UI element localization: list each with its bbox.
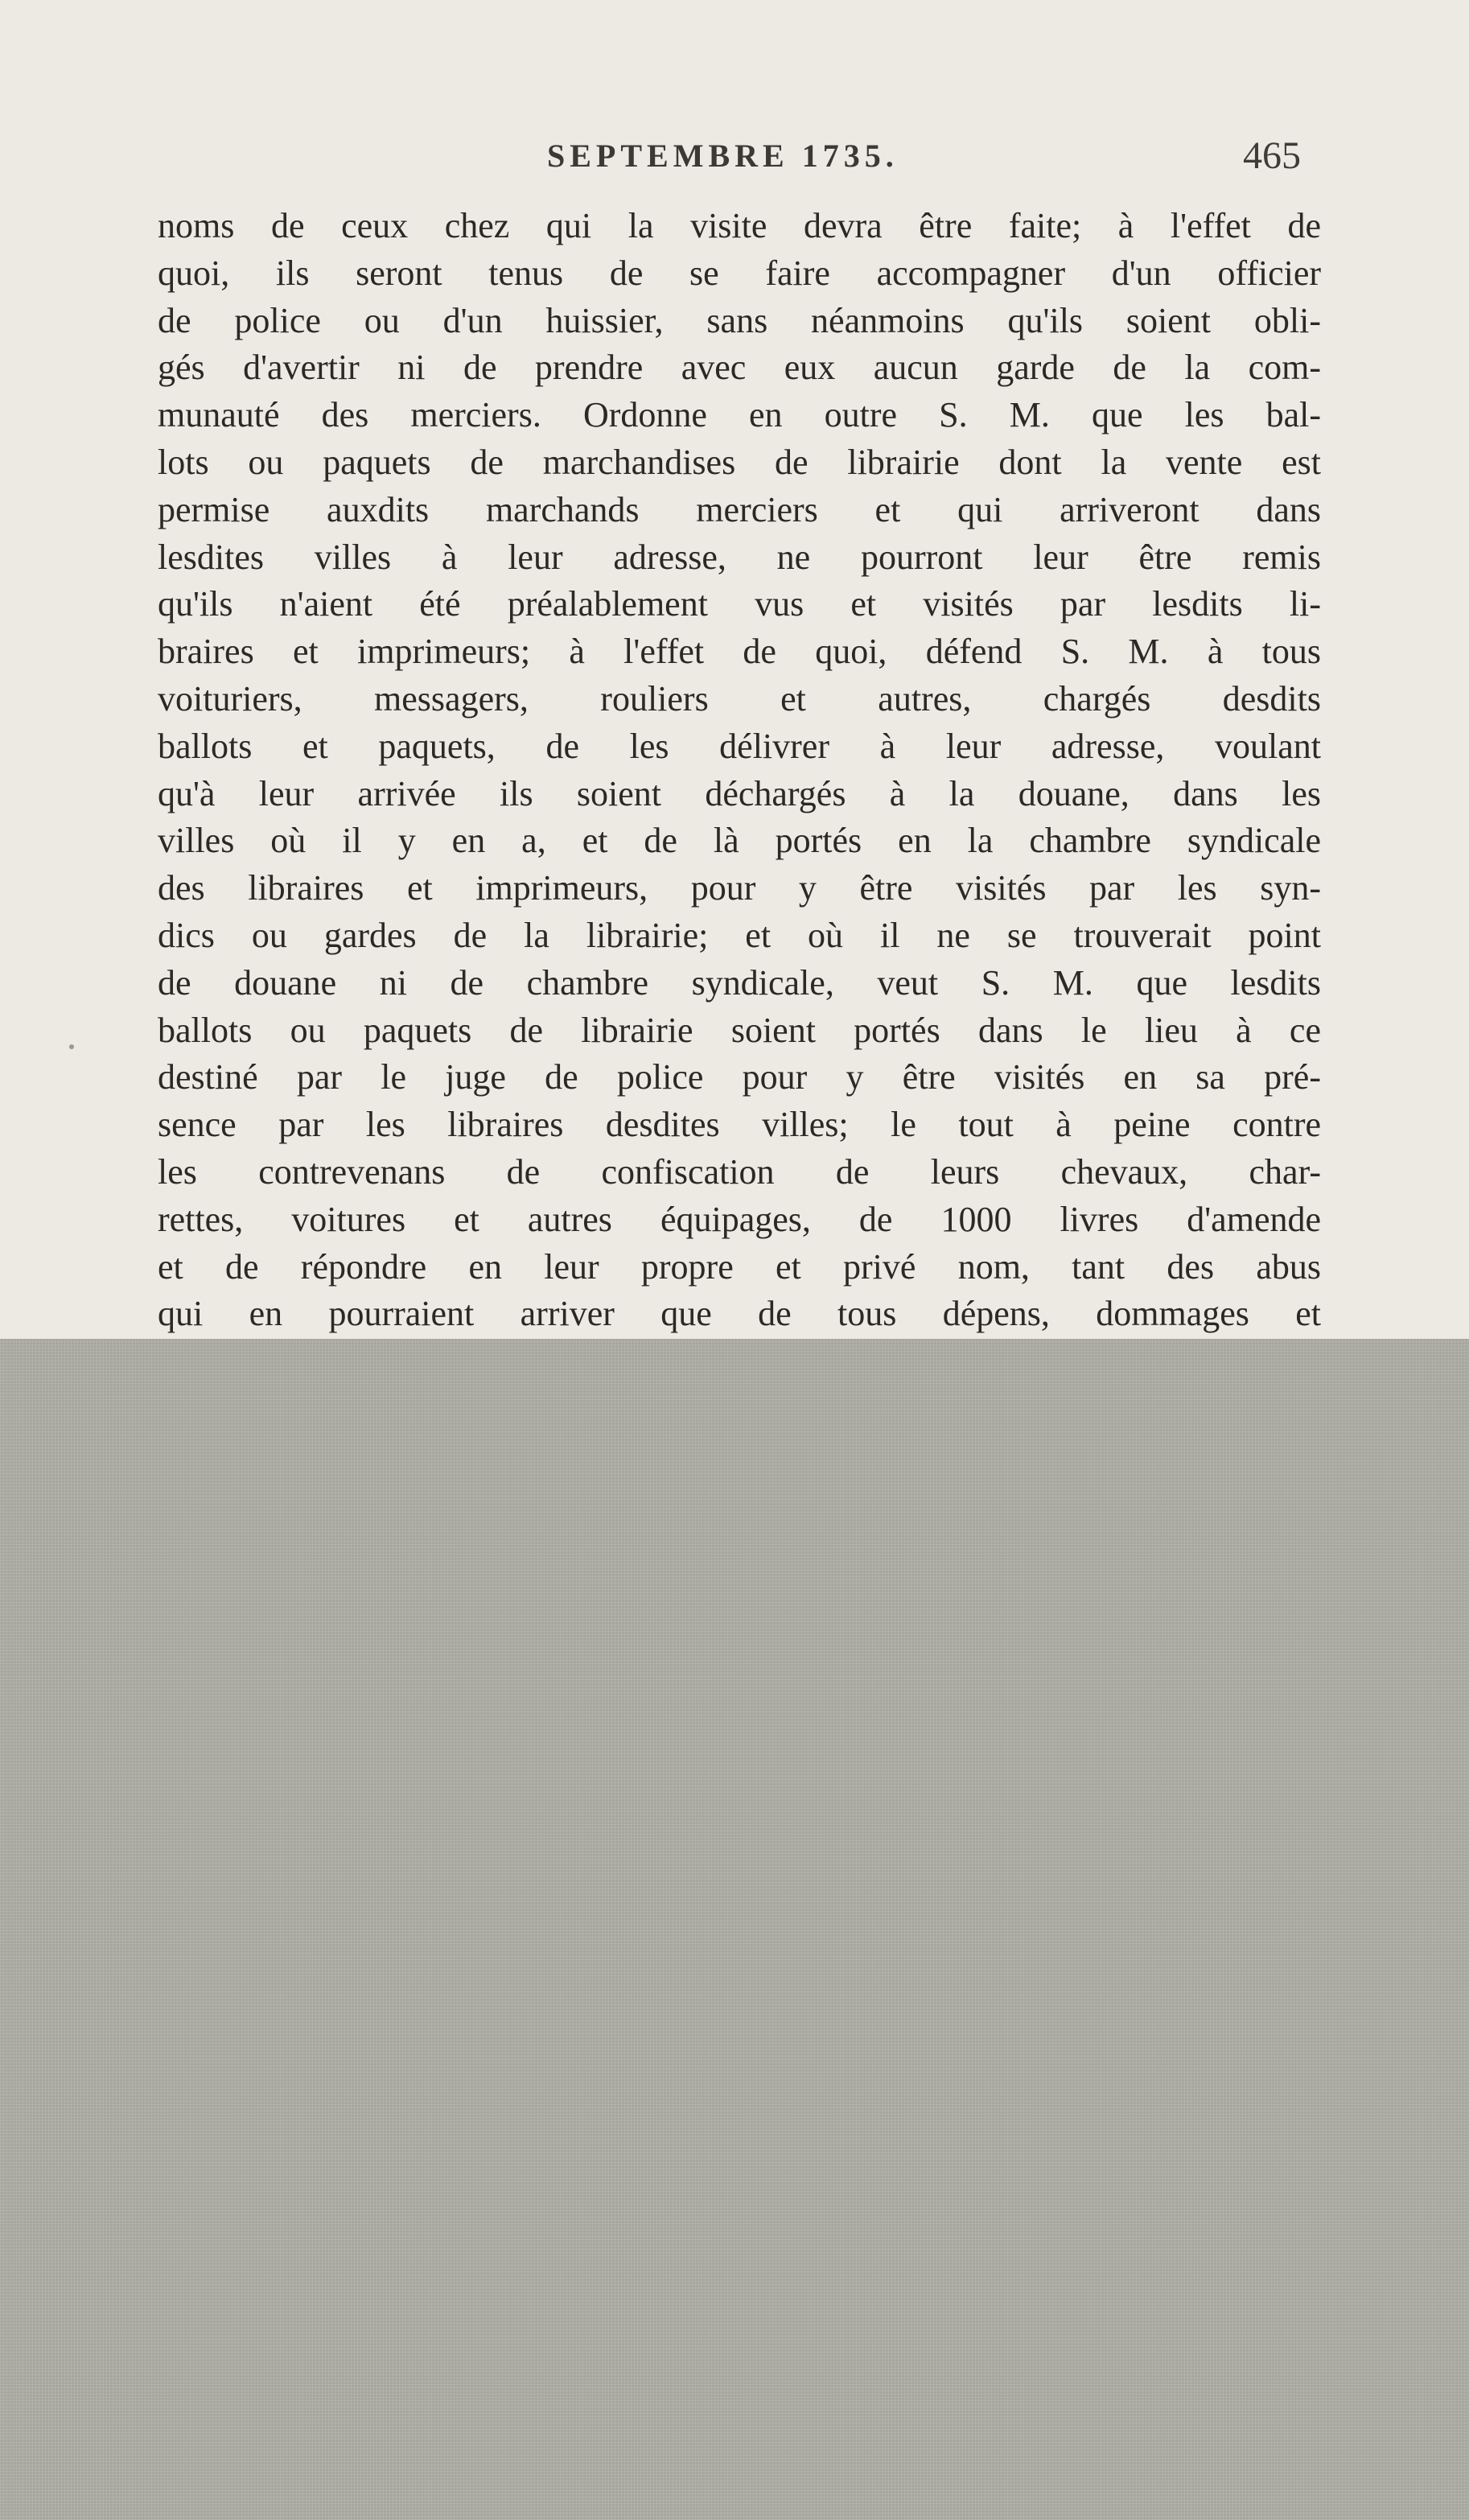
scan-background (0, 1339, 1469, 2520)
running-title: SEPTEMBRE 1735. (547, 138, 899, 174)
text-line: quoi, ils seront tenus de se faire accompagner d'un officier (158, 253, 1321, 293)
text-line: des libraires et imprimeurs, pour y être visités par les syn- (158, 868, 1321, 908)
text-line: qu'à leur arrivée ils soient déchargés à la douane, dans les (158, 773, 1321, 813)
text-line: lesdites villes à leur adresse, ne pourront leur être remis (158, 537, 1321, 577)
text-line: dics ou gardes de la librairie; et où il ne se trouverait point (158, 915, 1321, 955)
text-line: munauté des merciers. Ordonne en outre S. M. que les bal- (158, 395, 1321, 435)
text-line: lots ou paquets de marchandises de librairie dont la vente est (158, 442, 1321, 482)
text-line: villes où il y en a, et de là portés en la chambre syndicale (158, 821, 1321, 861)
body-text (158, 203, 1321, 1338)
text-line: braires et imprimeurs; à l'effet de quoi, défend S. M. à tous (158, 632, 1321, 672)
text-line: les contrevenans de confiscation de leurs chevaux, char- (158, 1151, 1321, 1192)
text-line: gés d'avertir ni de prendre avec eux aucun garde de la com- (158, 348, 1321, 388)
page-number: 465 (1243, 134, 1301, 177)
text-line: rettes, voitures et autres équipages, de 1000 livres d'amende (158, 1199, 1321, 1239)
text-line: permise auxdits marchands merciers et qui arriveront dans (158, 489, 1321, 529)
text-line: ballots ou paquets de librairie soient portés dans le lieu à ce (158, 1010, 1321, 1050)
text-line: qui en pourraient arriver que de tous dépens, dommages et (158, 1294, 1321, 1334)
margin-mark (69, 1044, 74, 1049)
text-line: ballots et paquets, de les délivrer à leur adresse, voulant (158, 726, 1321, 766)
text-line: noms de ceux chez qui la visite devra être faite; à l'effet de (158, 206, 1321, 245)
text-line: de police ou d'un huissier, sans néanmoins qu'ils soient obli- (158, 300, 1321, 340)
running-header (0, 134, 1469, 185)
text-line: qu'ils n'aient été préalablement vus et visités par lesdits li- (158, 584, 1321, 624)
text-line: de douane ni de chambre syndicale, veut S. M. que lesdits (158, 962, 1321, 1003)
text-line: sence par les libraires desdites villes; le tout à peine contre (158, 1105, 1321, 1145)
text-line: destiné par le juge de police pour y être visités en sa pré- (158, 1057, 1321, 1097)
text-line: et de répondre en leur propre et privé nom, tant des abus (158, 1246, 1321, 1287)
text-line: voituriers, messagers, rouliers et autres, chargés desdits (158, 678, 1321, 719)
